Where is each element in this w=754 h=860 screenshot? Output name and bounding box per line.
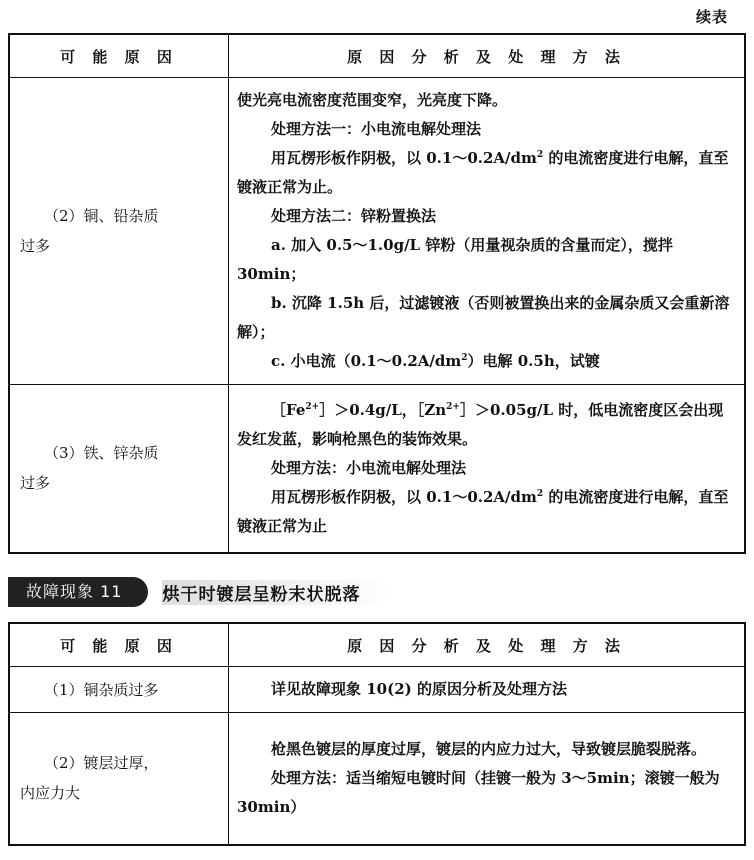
cause-cell	[9, 713, 229, 845]
cause-cell	[9, 667, 229, 713]
cause-text: （3）铁、锌杂质	[44, 444, 159, 463]
analysis-cell	[229, 78, 746, 385]
analysis-paragraph: b. 沉降 1.5h 后，过滤镀液（否则被置换出来的金属杂质又会重新溶解）；	[237, 294, 730, 341]
analysis-paragraph: 详见故障现象 10(2) 的原因分析及处理方法	[271, 680, 567, 698]
table-row	[9, 713, 745, 845]
analysis-paragraph: $[Fe^{2+}]>0.4g/L$，$[Zn^{2+}]>0.05g/L$ 时，低电流密度区会出现发红发蓝，影响枪黑色的装饰效果。	[237, 400, 724, 448]
header-cause: 可 能 原 因	[9, 623, 229, 667]
analysis-paragraph: 用瓦楞形板作阴极，以 $0.1\sim 0.2A/dm^2$ 的电流密度进行电解，直至镀液正常为止	[237, 487, 729, 535]
analysis-paragraph: 处理方法：适当缩短电镀时间（挂镀一般为 3～5min；滚镀一般为 30min）	[237, 768, 720, 816]
cause-text: （2）铜、铅杂质	[44, 207, 159, 225]
cause-text-cont: 内应力大	[20, 784, 81, 803]
table-fault-10-continued	[8, 33, 746, 554]
header-analysis: 原 因 分 析 及 处 理 方 法	[229, 34, 746, 78]
cause-cell	[9, 385, 229, 553]
header-analysis: 原 因 分 析 及 处 理 方 法	[229, 623, 746, 667]
table-header-row	[9, 623, 745, 667]
table-row	[9, 78, 745, 385]
table-row	[9, 385, 745, 553]
analysis-cell	[229, 713, 746, 845]
analysis-paragraph: c. 小电流$(0.1\sim 0.2A/dm^2)$电解 0.5h，试镀	[271, 352, 600, 370]
continued-label: 续表	[695, 8, 728, 26]
table-header-row	[9, 34, 745, 78]
cause-cell	[9, 78, 229, 385]
method-heading: 处理方法一：小电流电解处理法	[271, 120, 482, 138]
analysis-cell	[229, 385, 746, 553]
table-fault-11	[8, 622, 746, 846]
analysis-cell	[229, 667, 746, 713]
section-tag: 故障现象 11	[8, 577, 148, 607]
method-heading: 处理方法二：锌粉置换法	[271, 207, 437, 225]
section-banner	[8, 577, 408, 607]
cause-text-cont: 过多	[20, 237, 51, 255]
method-label: 处理方法：	[271, 768, 347, 787]
cause-text: （1）铜杂质过多	[44, 680, 159, 699]
cause-text: （2）镀层过厚，	[44, 754, 159, 773]
analysis-paragraph: 用瓦楞形板作阴极，以 $0.1\sim 0.2A/dm^2$ 的电流密度进行电解，直至镀液正常为止。	[237, 149, 729, 196]
header-cause: 可 能 原 因	[9, 34, 229, 78]
cause-text-cont: 过多	[20, 474, 51, 493]
table-row	[9, 667, 745, 713]
section-title: 烘干时镀层呈粉末状脱落	[162, 580, 390, 605]
method-heading: 处理方法：小电流电解处理法	[271, 458, 467, 477]
analysis-paragraph: 枪黑色镀层的厚度过厚，镀层的内应力过大，导致镀层脆裂脱落。	[271, 739, 707, 758]
analysis-paragraph: 使光亮电流密度范围变窄，光亮度下降。	[237, 91, 508, 109]
analysis-paragraph: a. 加入 0.5～1.0g/L 锌粉（用量视杂质的含量而定），搅拌 30min；	[237, 236, 673, 283]
